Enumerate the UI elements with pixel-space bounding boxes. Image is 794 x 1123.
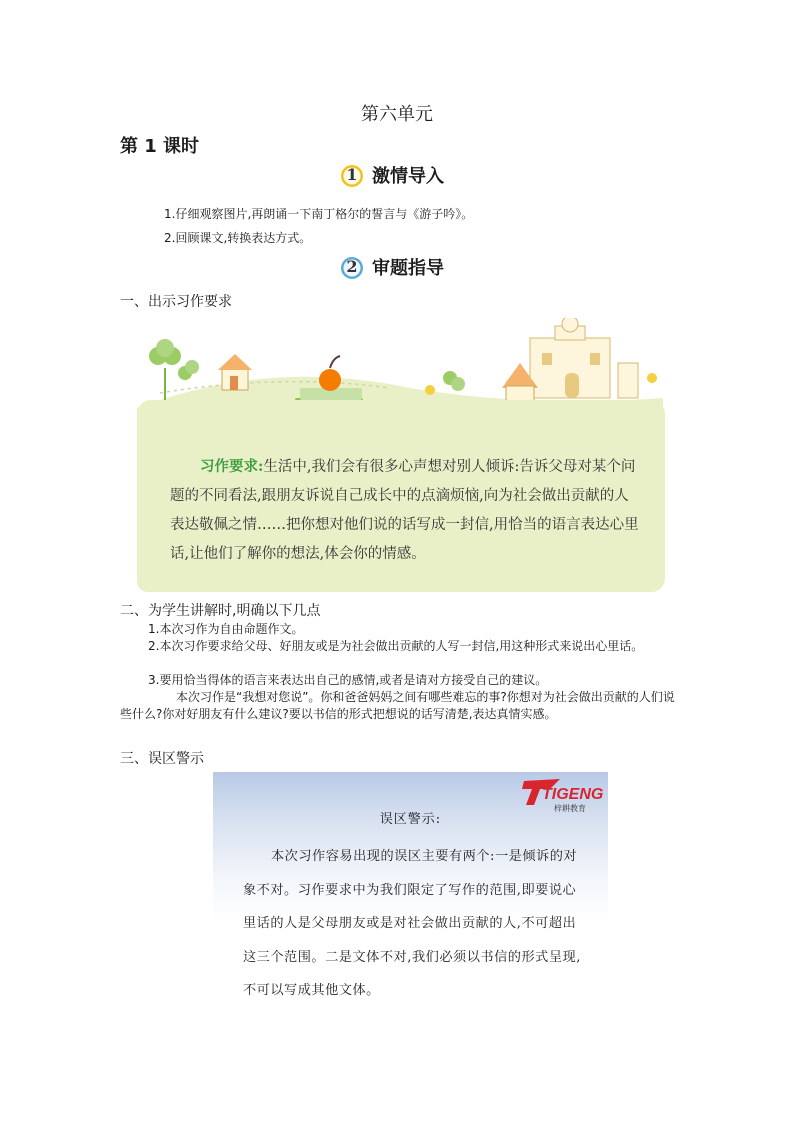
warning-text: 本次习作容易出现的误区主要有两个:一是倾诉的对象不对。习作要求中为我们限定了写作的范围,即要说心里话的人是父母朋友或是对社会做出贡献的人,不可超出这三个范围。二是文体不对,我们必须以书信的形式呈现,不可以写成其他文体。	[243, 849, 581, 998]
section-2-heading	[340, 254, 444, 280]
summary-paragraph: 本次习作是“我想对您说”。你和爸爸妈妈之间有哪些难忘的事?你想对为社会做出贡献的人们说些什么?你对好朋友有什么建议?要以书信的形式把想说的话写清楚,表达真情实感。	[120, 690, 675, 721]
section-1-heading	[340, 162, 444, 188]
svg-text:TIGENG: TIGENG	[542, 786, 604, 803]
lesson-title: 第 1 课时	[120, 136, 200, 157]
part-2-heading: 二、为学生讲解时,明确以下几点	[120, 603, 321, 619]
part-3-heading: 三、误区警示	[120, 751, 204, 767]
logo-subtitle: 梓耕教育	[554, 804, 586, 813]
house-icon	[218, 354, 252, 390]
point-2: 2.本次习作要求给父母、好朋友或是为社会做出贡献的人写一封信,用这种形式来说出心里话。	[148, 639, 644, 653]
requirement-text	[170, 452, 640, 569]
number-badge-icon: 2	[340, 255, 364, 279]
point-1: 1.本次习作为自由命题作文。	[148, 622, 304, 636]
requirement-body: 生活中,我们会有很多心声想对别人倾诉:告诉父母对某个问题的不同看法,跟朋友诉说自己成长中的点滴烦恼,向为社会做出贡献的人表达敬佩之情……把你想对他们说的话写成一封信,用恰当的语言表达心里话,让他们了解你的想法,体会你的情感。	[170, 459, 639, 562]
unit-title: 第六单元	[361, 104, 433, 125]
intro-item-1: 1.仔细观察图片,再朗诵一下南丁格尔的誓言与《游子吟》。	[164, 207, 474, 221]
section-2-title: 审题指导	[372, 258, 444, 279]
section-1-title: 激情导入	[372, 166, 444, 187]
number-badge-icon: 1	[340, 163, 364, 187]
requirement-label: 习作要求:	[200, 458, 264, 475]
castle-icon	[502, 318, 638, 404]
part-1-heading: 一、出示习作要求	[120, 294, 232, 310]
warning-title: 误区警示:	[379, 812, 442, 827]
intro-item-2: 2.回顾课文,转换表达方式。	[164, 231, 312, 245]
point-3: 3.要用恰当得体的语言来表达出自己的感情,或者是请对方接受自己的建议。	[148, 673, 548, 687]
